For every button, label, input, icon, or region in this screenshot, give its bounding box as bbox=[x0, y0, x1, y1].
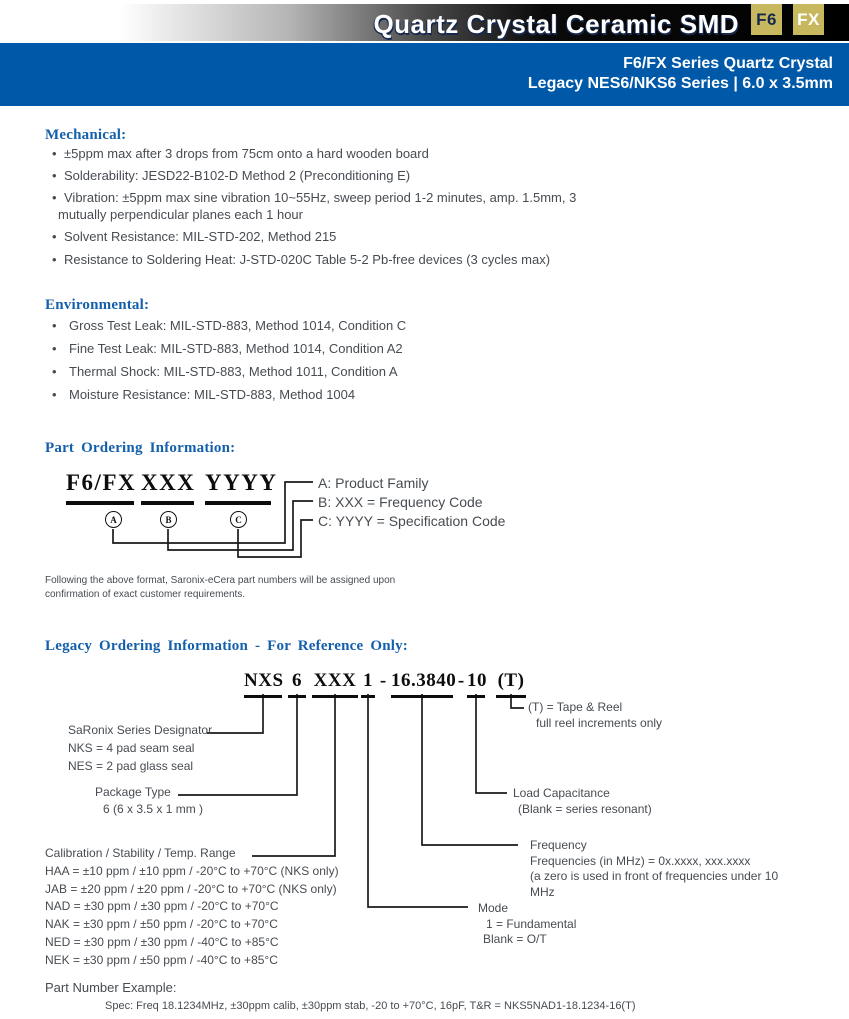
tape-reel-label bbox=[528, 699, 662, 731]
calibration-label bbox=[45, 845, 339, 970]
calibration-line: NAK = ±30 ppm / ±50 ppm / -20°C to +70°C bbox=[45, 917, 278, 932]
calibration-line: HAA = ±10 ppm / ±10 ppm / -20°C to +70°C (NKS only) bbox=[45, 863, 339, 878]
package-line1: Package Type bbox=[95, 785, 171, 799]
mechanical-heading: Mechanical: bbox=[45, 127, 127, 143]
load-capacitance-label bbox=[513, 785, 652, 817]
frequency-line1: Frequency bbox=[530, 838, 587, 852]
mechanical-item-continuation: mutually perpendicular planes each 1 hour bbox=[58, 207, 303, 222]
legacy-segment-tape: (T) bbox=[496, 670, 526, 698]
ordering-note-line1: Following the above format, Saronix-eCera part numbers will be assigned upon bbox=[45, 575, 396, 586]
legacy-segment-load: 10 bbox=[467, 670, 485, 698]
ordering-segment-spec: YYYY bbox=[205, 470, 278, 495]
frequency-line2: Frequencies (in MHz) = 0x.xxxx, xxx.xxxx bbox=[530, 853, 751, 868]
series-designator-label bbox=[68, 721, 212, 775]
circle-label-c: C bbox=[230, 511, 247, 528]
legend-specification-code: C: YYYY = Specification Code bbox=[318, 513, 506, 529]
calibration-line: NAD = ±30 ppm / ±30 ppm / -20°C to +70°C bbox=[45, 899, 279, 914]
connector-frequency bbox=[422, 694, 518, 845]
ordering-segment-frequency: XXX bbox=[141, 470, 196, 495]
part-ordering-heading: Part Ordering Information: bbox=[45, 440, 236, 456]
banner-line1: F6/FX Series Quartz Crystal bbox=[623, 55, 833, 72]
page-title: Quartz Crystal Ceramic SMD bbox=[373, 9, 739, 39]
mechanical-item: • Solderability: JESD22-B102-D Method 2 (Preconditioning E) bbox=[52, 168, 410, 184]
mode-label bbox=[478, 901, 576, 948]
tape-line2: full reel increments only bbox=[536, 716, 663, 730]
calibration-line: NEK = ±30 ppm / ±50 ppm / -40°C to +85°C bbox=[45, 952, 278, 967]
badge-fx: FX bbox=[793, 4, 824, 35]
legacy-segment-calibration: XXX bbox=[312, 670, 358, 698]
mechanical-item: • Solvent Resistance: MIL-STD-202, Method 215 bbox=[52, 229, 336, 245]
calibration-line: JAB = ±20 ppm / ±20 ppm / -20°C to +70°C (NKS only) bbox=[45, 881, 337, 896]
calibration-title: Calibration / Stability / Temp. Range bbox=[45, 846, 236, 860]
frequency-line3: (a zero is used in front of frequencies under 10 bbox=[530, 869, 779, 883]
series-line3: NES = 2 pad glass seal bbox=[68, 759, 194, 773]
mode-line3: Blank = O/T bbox=[483, 932, 547, 946]
legacy-segment-frequency: 16.3840 bbox=[391, 670, 453, 698]
circle-label-a: A bbox=[105, 511, 122, 528]
package-line2: 6 (6 x 3.5 x 1 mm ) bbox=[103, 802, 204, 816]
legend-frequency-code: B: XXX = Frequency Code bbox=[318, 494, 483, 510]
connector-series bbox=[207, 694, 263, 733]
mechanical-item: • ±5ppm max after 3 drops from 75cm onto a hard wooden board bbox=[52, 146, 429, 162]
mode-line2: 1 = Fundamental bbox=[486, 916, 577, 931]
banner-line2: Legacy NES6/NKS6 Series | 6.0 x 3.5mm bbox=[527, 75, 833, 92]
badge-f6: F6 bbox=[751, 4, 782, 35]
underline-bar bbox=[141, 501, 194, 505]
legacy-dash: - bbox=[457, 670, 465, 691]
example-spec: Spec: Freq 18.1234MHz, ±30ppm calib, ±30ppm stab, -20 to +70°C, 16pF, T&R = NKS5NAD1-18.1234-16(T) bbox=[105, 1000, 636, 1012]
series-line1: SaRonix Series Designator bbox=[68, 723, 213, 737]
legacy-heading: Legacy Ordering Information - For Reference Only: bbox=[45, 638, 409, 654]
ordering-note-line2: confirmation of exact customer requirements. bbox=[45, 589, 246, 600]
environmental-item: • Thermal Shock: MIL-STD-883, Method 1011, Condition A bbox=[52, 364, 398, 380]
legacy-dash: - bbox=[379, 670, 387, 691]
mechanical-item: • Vibration: ±5ppm max sine vibration 10~55Hz, sweep period 1-2 minutes, amp. 1.5mm, 3 bbox=[52, 190, 576, 206]
load-line1: Load Capacitance bbox=[513, 786, 610, 800]
connector-calibration bbox=[252, 694, 335, 856]
connector-mode bbox=[368, 694, 468, 907]
ordering-segment-family: F6/FX bbox=[66, 470, 137, 495]
environmental-item: • Fine Test Leak: MIL-STD-883, Method 1014, Condition A2 bbox=[52, 341, 403, 357]
underline-bar bbox=[205, 501, 271, 505]
underline-bar bbox=[66, 501, 134, 505]
calibration-line: NED = ±30 ppm / ±30 ppm / -40°C to +85°C bbox=[45, 934, 279, 949]
mechanical-item: • Resistance to Soldering Heat: J-STD-020C Table 5-2 Pb-free devices (3 cycles max) bbox=[52, 252, 550, 268]
mode-line1: Mode bbox=[478, 901, 509, 915]
frequency-line4: MHz bbox=[530, 884, 555, 899]
tape-line1: (T) = Tape & Reel bbox=[528, 700, 623, 714]
frequency-label bbox=[530, 838, 778, 900]
connector-load bbox=[476, 694, 507, 793]
legend-product-family: A: Product Family bbox=[318, 475, 429, 491]
environmental-item: • Moisture Resistance: MIL-STD-883, Method 1004 bbox=[52, 387, 355, 403]
load-line2: (Blank = series resonant) bbox=[518, 802, 652, 816]
connector-c bbox=[238, 520, 313, 557]
series-line2: NKS = 4 pad seam seal bbox=[68, 741, 195, 755]
circle-label-b: B bbox=[160, 511, 177, 528]
example-heading: Part Number Example: bbox=[45, 980, 177, 995]
legacy-segment-mode: 1 bbox=[361, 670, 375, 698]
environmental-item: • Gross Test Leak: MIL-STD-883, Method 1014, Condition C bbox=[52, 318, 406, 334]
legacy-segment-package: 6 bbox=[288, 670, 306, 698]
package-type-label bbox=[95, 784, 203, 818]
environmental-heading: Environmental: bbox=[45, 297, 150, 313]
banner-subtitle bbox=[528, 54, 833, 94]
legacy-segment-series: NXS bbox=[244, 670, 282, 698]
